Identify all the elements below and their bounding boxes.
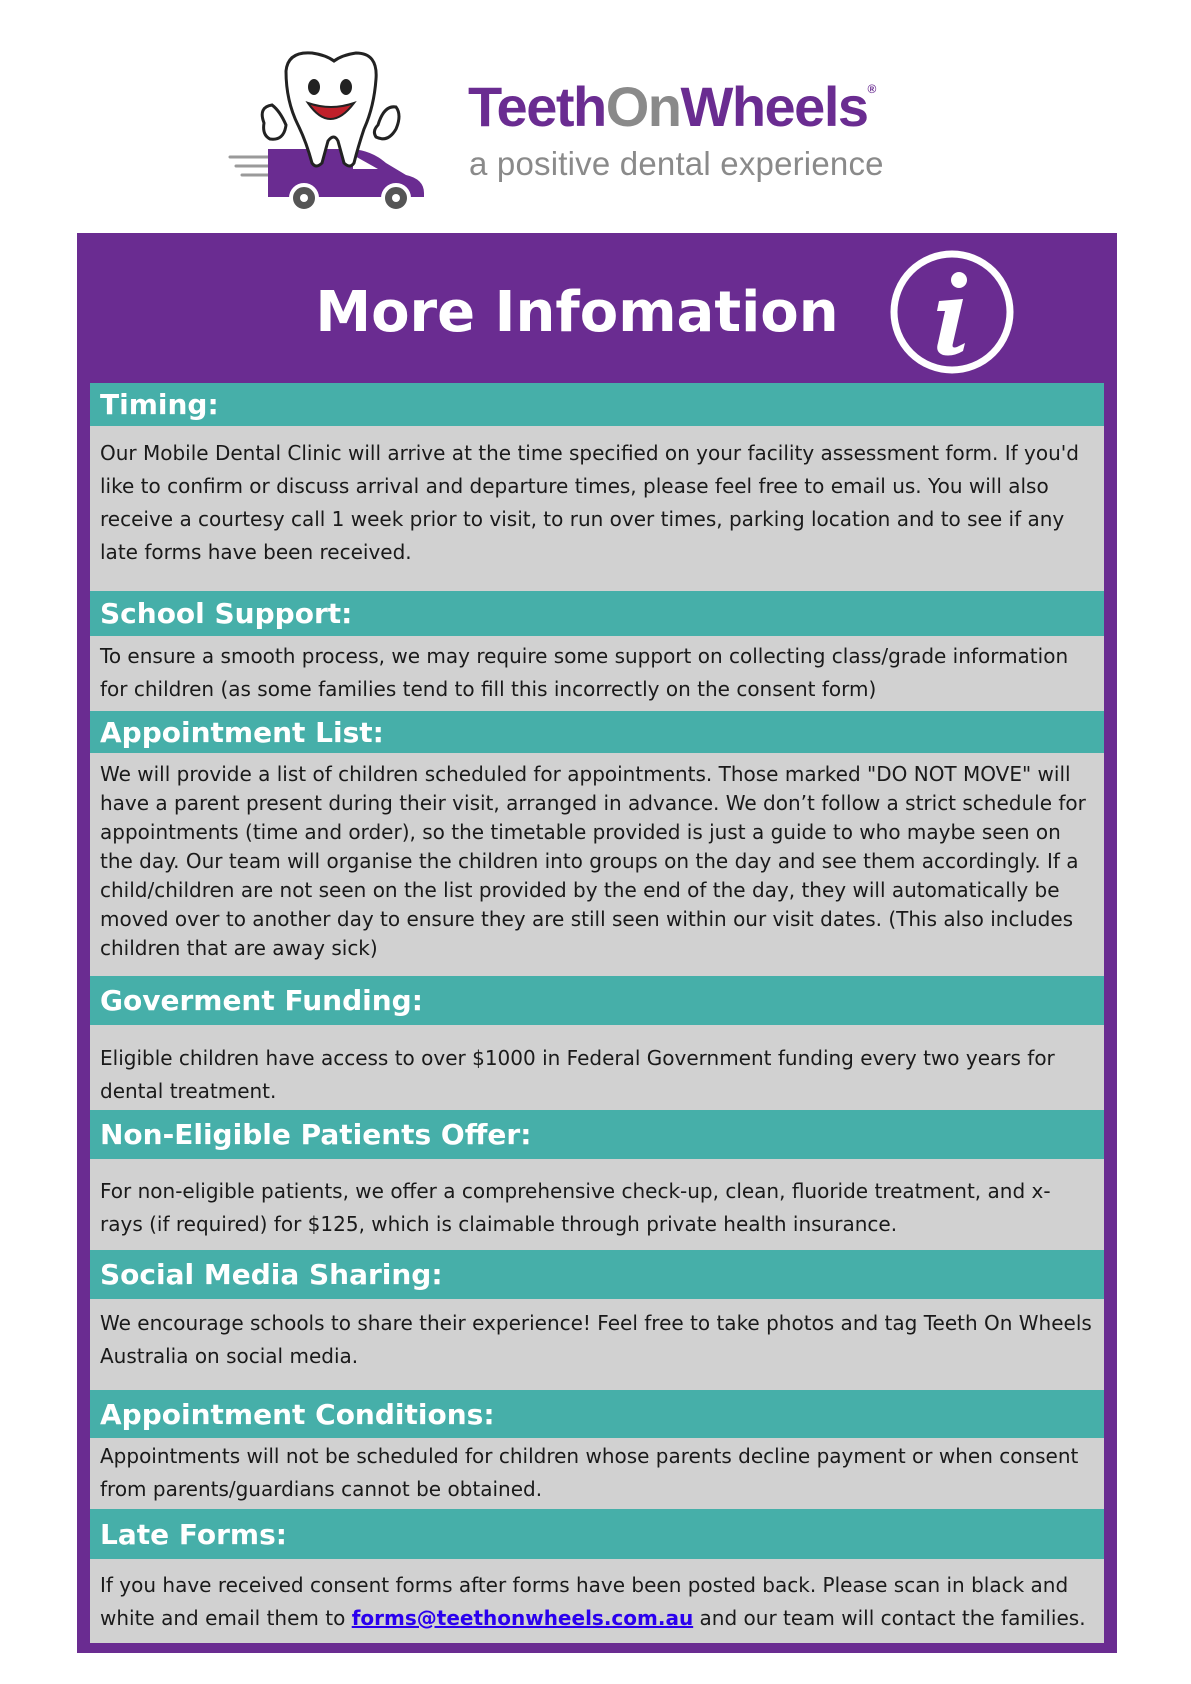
late-forms-text: If you have received consent forms after forms have been posted back. Please scan in black and white and email them to forms@teethonwheels.com.au and our team will contact the families. (100, 1573, 1086, 1630)
section-body-non-eligible-offer (90, 1159, 1104, 1250)
section-body-appointment-conditions (90, 1438, 1104, 1509)
info-icon (887, 247, 1017, 377)
page-title: More Infomation (315, 280, 839, 345)
section-body-late-forms (90, 1559, 1104, 1643)
section-heading-non-eligible-offer: Non-Eligible Patients Offer: (90, 1110, 1104, 1159)
section-body-social-media (90, 1299, 1104, 1390)
school-support-text: To ensure a smooth process, we may require some support on collecting class/grade information for children (as some families tend to fill this incorrectly on the consent form) (100, 644, 1069, 701)
section-body-school-support (90, 636, 1104, 711)
info-panel (77, 233, 1117, 1653)
government-funding-text: Eligible children have access to over $1000 in Federal Government funding every two years for dental treatment. (100, 1046, 1055, 1103)
section-heading-timing: Timing: (90, 383, 1104, 426)
section-body-timing (90, 426, 1104, 591)
brand-tagline: a positive dental experience (469, 145, 884, 182)
section-heading-appointment-list: Appointment List: (90, 711, 1104, 753)
timing-text: Our Mobile Dental Clinic will arrive at the time specified on your facility assessment form. If you'd like to confirm or discuss arrival and departure times, please feel free to email us. You will also receive a courtesy call 1 week prior to visit, to run over times, parking location and to see if any late forms have been received. (100, 441, 1079, 564)
tooth-van-logo-icon (228, 45, 448, 210)
section-body-government-funding (90, 1025, 1104, 1110)
section-heading-school-support: School Support: (90, 591, 1104, 636)
social-media-text: We encourage schools to share their experience! Feel free to take photos and tag Teeth On Wheels Australia on social media. (100, 1311, 1092, 1368)
section-heading-late-forms: Late Forms: (90, 1509, 1104, 1559)
non-eligible-offer-text: For non-eligible patients, we offer a comprehensive check-up, clean, fluoride treatment, and x-rays (if required) for $125, which is claimable through private health insurance. (100, 1179, 1051, 1236)
section-heading-government-funding: Goverment Funding: (90, 976, 1104, 1025)
section-body-appointment-list (90, 753, 1104, 976)
section-heading-social-media: Social Media Sharing: (90, 1250, 1104, 1299)
section-heading-appointment-conditions: Appointment Conditions: (90, 1390, 1104, 1438)
appointment-list-text: We will provide a list of children scheduled for appointments. Those marked "DO NOT MOVE" will have a parent present during their visit, arranged in advance. We don’t follow a strict schedule for appointments (time and order), so the timetable provided is just a guide to who maybe seen on the day. Our team will organise the children into groups on the day and see them accordingly. If a child/children are not seen on the list provided by the end of the day, they will automatically be moved over to another day to ensure they are still seen within our visit dates. (This also includes children that are away sick) (100, 762, 1086, 960)
brand-name: TeethOnWheels® (468, 75, 875, 138)
brand-logo (228, 45, 928, 215)
appointment-conditions-text: Appointments will not be scheduled for children whose parents decline payment or when consent from parents/guardians cannot be obtained. (100, 1444, 1079, 1501)
forms-email-link[interactable]: forms@teethonwheels.com.au (351, 1606, 694, 1630)
